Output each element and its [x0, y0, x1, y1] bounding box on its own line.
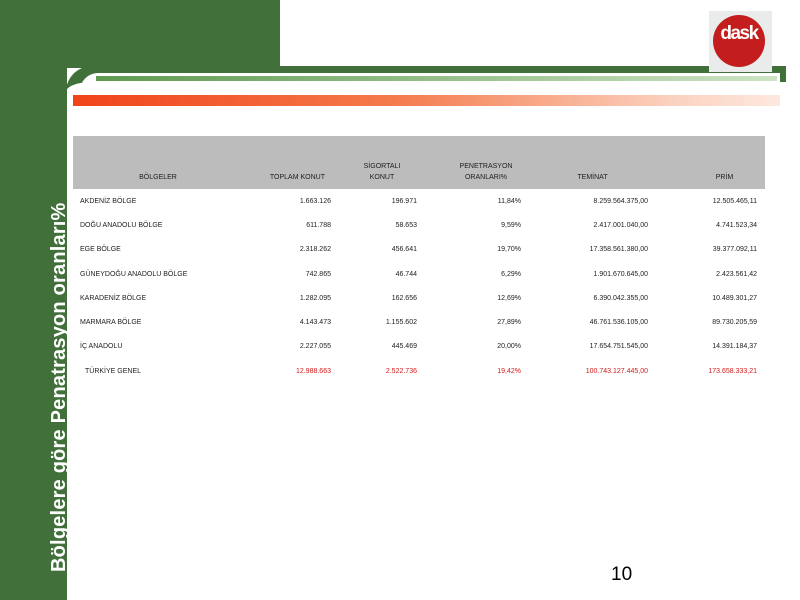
- cell-coverage: 6.390.042.355,00: [593, 294, 648, 302]
- cell-coverage: 1.901.670.645,00: [593, 270, 648, 278]
- cell-insured: 445.469: [391, 343, 417, 351]
- cell-rate: 11,84%: [497, 197, 521, 205]
- cell-region: GÜNEYDOĞU ANADOLU BÖLGE: [80, 270, 188, 278]
- cell-premium: 10.489.301,27: [712, 294, 757, 302]
- cell-rate: 6,29%: [501, 270, 521, 278]
- cell-premium: 2.423.561,42: [716, 270, 757, 278]
- header-regions: BÖLGELER: [139, 174, 177, 181]
- dask-logo: [709, 11, 772, 72]
- cell-insured: 162.656: [391, 294, 417, 302]
- cell-rate: 9,59%: [501, 221, 521, 229]
- cell-total: 4.143.473: [299, 319, 331, 327]
- header-coverage: TEMİNAT: [577, 174, 608, 181]
- cell-total: 2.318.262: [299, 246, 331, 254]
- page-number: 10: [611, 564, 633, 585]
- header-premium: PRİM: [715, 174, 734, 181]
- cell-rate: 19,42%: [497, 367, 521, 375]
- cell-coverage: 46.761.536.105,00: [589, 319, 648, 327]
- cell-total: 611.788: [306, 221, 331, 229]
- table-row: [73, 262, 765, 286]
- cell-total: 742.865: [305, 270, 331, 278]
- cell-insured: 456.641: [391, 246, 417, 254]
- table-row: [73, 286, 765, 310]
- cell-premium: 89.730.205,59: [712, 319, 757, 327]
- top-left-block: [0, 0, 280, 68]
- cell-region: TÜRKİYE GENEL: [85, 367, 142, 375]
- cell-rate: 12,69%: [497, 294, 521, 302]
- cell-premium: 4.741.523,34: [716, 221, 757, 229]
- table-row: [73, 335, 765, 359]
- green-divider: [96, 76, 777, 81]
- cell-rate: 27,89%: [497, 319, 521, 327]
- cell-premium: 39.377.092,11: [712, 246, 757, 254]
- table-row: [73, 189, 765, 213]
- table-row: [73, 310, 765, 334]
- header-insured-housing: SİGORTALI KONUT: [363, 163, 401, 181]
- cell-premium: 12.505.465,11: [712, 197, 757, 205]
- cell-total: 1.663.126: [299, 197, 331, 205]
- cell-coverage: 17.358.561.380,00: [589, 246, 648, 254]
- cell-total: 1.282.095: [299, 294, 331, 302]
- cell-insured: 2.522.736: [385, 367, 417, 375]
- cell-insured: 46.744: [395, 270, 417, 278]
- cell-insured: 1.155.602: [385, 319, 417, 327]
- cell-region: DOĞU ANADOLU BÖLGE: [80, 221, 163, 229]
- red-gradient-band: [73, 95, 780, 106]
- cell-coverage: 2.417.001.040,00: [593, 221, 648, 229]
- cell-region: İÇ ANADOLU: [80, 343, 123, 351]
- penetration-table: [73, 136, 765, 383]
- header-total-housing: TOPLAM KONUT: [269, 174, 325, 181]
- cell-region: AKDENİZ BÖLGE: [80, 197, 137, 205]
- cell-insured: 196.971: [391, 197, 417, 205]
- table-total-row: [73, 359, 765, 383]
- cell-premium: 14.391.184,37: [712, 343, 757, 351]
- cell-insured: 58.653: [395, 221, 417, 229]
- slide-title: Bölgelere göre Penatrasyon oranları%: [48, 202, 70, 572]
- cell-region: KARADENİZ BÖLGE: [80, 294, 147, 302]
- cell-coverage: 100.743.127.445,00: [585, 367, 648, 375]
- table-header-row: [73, 136, 765, 189]
- cell-total: 2.227.055: [299, 343, 331, 351]
- table-row: [73, 238, 765, 262]
- cell-coverage: 8.259.564.375,00: [593, 197, 648, 205]
- cell-premium: 173.658.333,21: [708, 367, 757, 375]
- table-row: [73, 213, 765, 237]
- logo-text: dask: [720, 23, 758, 44]
- header-penetration-rate: PENETRASYON ORANLARI%: [459, 163, 513, 181]
- cell-rate: 20,00%: [497, 343, 521, 351]
- cell-total: 12.988.663: [295, 367, 331, 375]
- cell-region: MARMARA BÖLGE: [80, 319, 142, 327]
- cell-rate: 19,70%: [497, 246, 521, 254]
- cell-region: EGE BÖLGE: [80, 246, 121, 254]
- cell-coverage: 17.654.751.545,00: [589, 343, 648, 351]
